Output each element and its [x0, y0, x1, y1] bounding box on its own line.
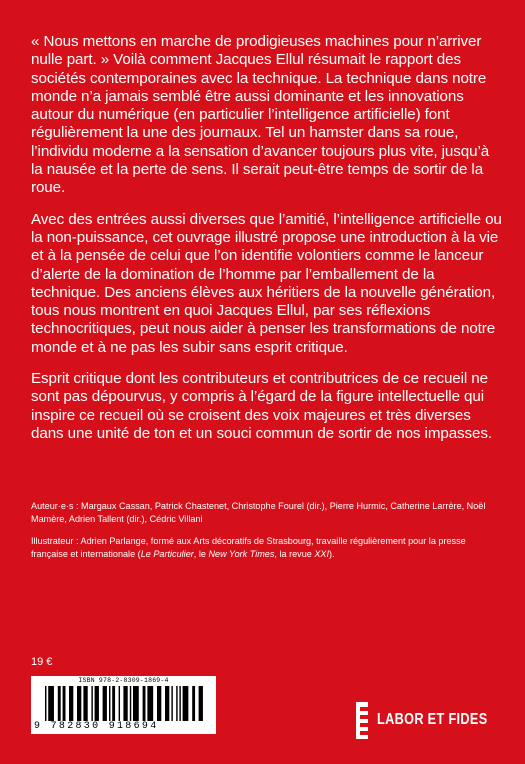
authors-credit: Auteur·e·s : Margaux Cassan, Patrick Chastenet, Christophe Fourel (dir.), Pierre Hurmic, Catherine Larrère, Noël Mamère, Adrien Tallent (dir.), Cédric Villani [31, 501, 486, 524]
illustrator-publication-1: Le Particulier [140, 548, 194, 559]
publisher-name: LABOR ET FIDES [377, 711, 488, 728]
barcode-bar [91, 686, 92, 721]
barcode-bar [119, 686, 120, 721]
barcode-bar [83, 686, 87, 721]
barcode-bar [48, 686, 54, 721]
isbn-barcode [31, 676, 216, 734]
illustrator-publication-2: New York Times [208, 548, 275, 559]
illustrator-separator-1: , le [193, 548, 209, 559]
barcode-bar [176, 686, 177, 721]
blurb [31, 33, 503, 456]
barcode-bar [109, 686, 110, 721]
barcode-bar [123, 686, 127, 721]
barcode-bar [157, 686, 161, 721]
isbn-label: ISBN 978-2-8309-1869-4 [78, 677, 169, 684]
barcode-digits: 9 782830 918694 [34, 721, 159, 732]
barcode-bar [192, 686, 195, 721]
illustrator-end: ). [329, 548, 335, 559]
labor-et-fides-logo-icon [356, 702, 368, 739]
credits [31, 500, 501, 570]
barcode-bar [112, 686, 115, 721]
barcode-bar [45, 686, 46, 721]
blurb-paragraph-3: Esprit critique dont les contributeurs et contributrices de ce recueil ne sont pas dépourvus, y compris à l’égard de la figure intellectuelle qui inspire ce recueil où se croisent des voix majeures et très diverses dans une unité de ton et un souci commun de sortir de nos impasses. [31, 370, 493, 442]
illustrator-publication-3: XXI [314, 548, 330, 559]
publisher-logo [356, 700, 512, 740]
blurb-paragraph-2: Avec des entrées aussi diverses que l’amitié, l’intelligence artificielle ou la non-puissance, cet ouvrage illustré propose une introduction à la vie et à la pensée de celui que l’on identifie volontiers comme le lanceur d’alerte de la domination de l’homme par l’emballement de la technique. Des anciens élèves aux héritiers de la nouvelle génération, tous nous montrent en quoi Jacques Ellul, par ses réflexions technocritiques, peut nous aider à penser les transformations de notre monde et à ne pas les subir sans esprit critique. [31, 210, 502, 356]
barcode-bar [199, 686, 203, 721]
illustrator-intro: Illustrateur : Adrien Parlange, formé aux Arts décoratifs de Strasbourg, travaille régulièrement pour la presse française et internationale ( [31, 536, 466, 559]
illustrator-separator-2: , la revue [274, 548, 315, 559]
illustrator-credit [31, 535, 501, 560]
price: 19 € [31, 656, 53, 668]
barcode-bar [179, 686, 180, 721]
barcode-bar [165, 686, 169, 721]
barcode-bar [69, 686, 73, 721]
barcode-bar [63, 686, 66, 721]
barcode-bar [58, 686, 61, 721]
barcode-bar [171, 686, 172, 721]
blurb-paragraph-1: « Nous mettons en marche de prodigieuses machines pour n’arriver nulle part. » Voilà comment Jacques Ellul résumait le rapport des sociétés contemporaines avec la technique. La technique dans notre monde n’a jamais semblé être aussi dominante et les innovations autour du numérique (en particulier l’intelligence artificielle) font régulièrement la une des journaux. Tel un hamster dans sa roue, l’individu moderne a la sensation d’avancer toujours plus vite, jusqu’à la nausée et la perte de sens. Il serait peut-être temps de sortir de la roue. [31, 33, 490, 197]
barcode-bar [147, 686, 153, 721]
barcode-bar [143, 686, 146, 721]
barcode-bar [130, 686, 131, 721]
barcode-bar [133, 686, 139, 721]
barcode-bar [77, 686, 81, 721]
barcode-bar [103, 686, 107, 721]
barcode-bar [183, 686, 189, 721]
barcode-bars-icon [45, 686, 205, 721]
barcode-bar [95, 686, 99, 721]
